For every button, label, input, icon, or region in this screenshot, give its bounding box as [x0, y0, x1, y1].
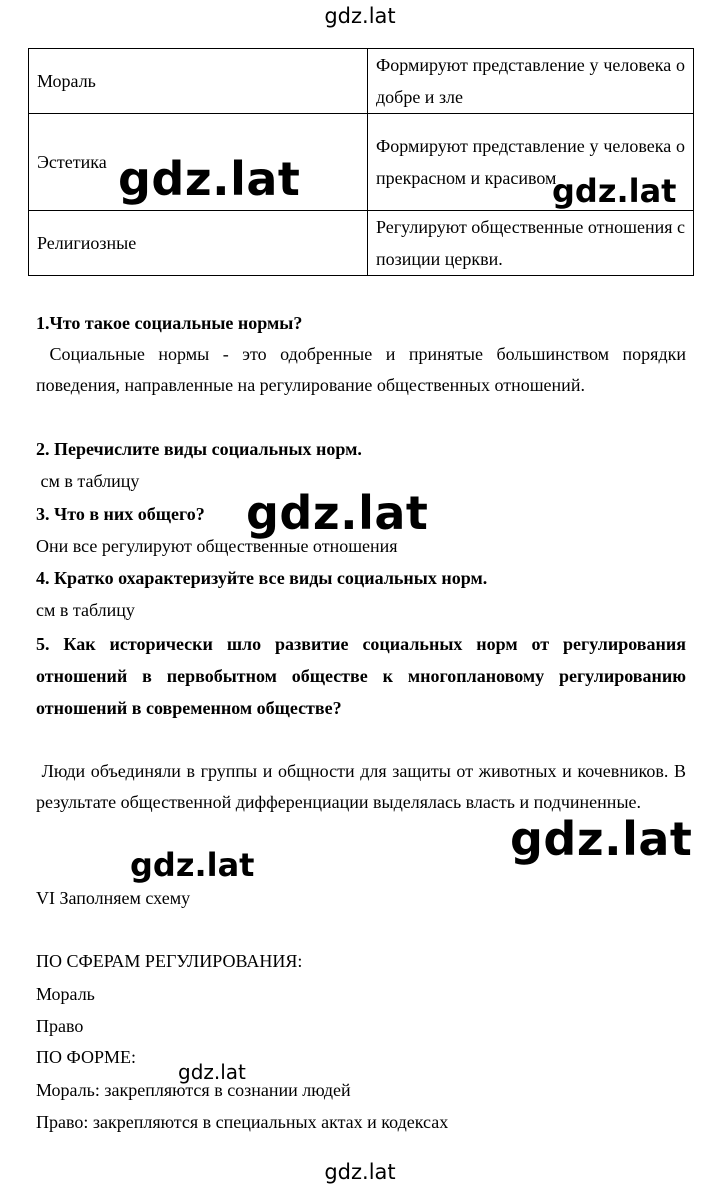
norm-name-cell: Мораль	[29, 49, 368, 114]
watermark-small: gdz.lat	[178, 1060, 246, 1084]
question-4: 4. Кратко охарактеризуйте все виды социальных норм.	[36, 568, 488, 588]
answer-1: Социальные нормы - это одобренные и принятые большинством порядки поведения, направленные на регулирование общественных отношений.	[36, 344, 691, 395]
watermark-table-left: gdz.lat	[118, 152, 301, 206]
table-row	[29, 211, 694, 276]
answer-3: Они все регулируют общественные отношения	[36, 536, 398, 556]
answer-2: см в таблицу	[36, 471, 140, 491]
norm-desc-cell: Формируют представление у человека о прекрасном и красивом	[368, 114, 694, 211]
scheme-heading: VI Заполняем схему	[36, 888, 191, 908]
norm-desc-cell: Формируют представление у человека о добре и зле	[368, 49, 694, 114]
watermark-right: gdz.lat	[510, 812, 693, 866]
answer-5: Люди объединяли в группы и общности для защиты от животных и кочевников. В результате общественной дифференциации выделялась власть и подчиненные.	[36, 761, 691, 812]
norm-desc-cell: Регулируют общественные отношения с позиции церкви.	[368, 211, 694, 276]
scheme-sphere-law: Право	[36, 1016, 84, 1036]
scheme-sphere-morality: Мораль	[36, 984, 95, 1004]
scheme-form-morality: Мораль: закрепляются в сознании людей	[36, 1080, 351, 1100]
watermark-left: gdz.lat	[130, 846, 255, 884]
watermark-top: gdz.lat	[324, 4, 396, 28]
question-1: 1.Что такое социальные нормы?	[36, 313, 303, 333]
scheme-by-sphere: ПО СФЕРАМ РЕГУЛИРОВАНИЯ:	[36, 951, 303, 971]
watermark-middle: gdz.lat	[246, 486, 429, 540]
question-5: 5. Как исторически шло развитие социальных норм от регулирования отношений в первобытном обществе к многоплановому регулированию отношений в современном обществе?	[36, 634, 686, 718]
norm-name-cell: Религиозные	[29, 211, 368, 276]
table-row	[29, 49, 694, 114]
scheme-form-law: Право: закрепляются в специальных актах и кодексах	[36, 1112, 449, 1132]
watermark-table-right: gdz.lat	[552, 172, 677, 210]
question-3: 3. Что в них общего?	[36, 504, 205, 524]
scheme-by-form: ПО ФОРМЕ:	[36, 1047, 136, 1067]
question-2: 2. Перечислите виды социальных норм.	[36, 439, 362, 459]
answer-4: см в таблицу	[36, 600, 135, 620]
watermark-bottom: gdz.lat	[324, 1160, 396, 1184]
norm-name-cell: Эстетика	[29, 114, 368, 211]
